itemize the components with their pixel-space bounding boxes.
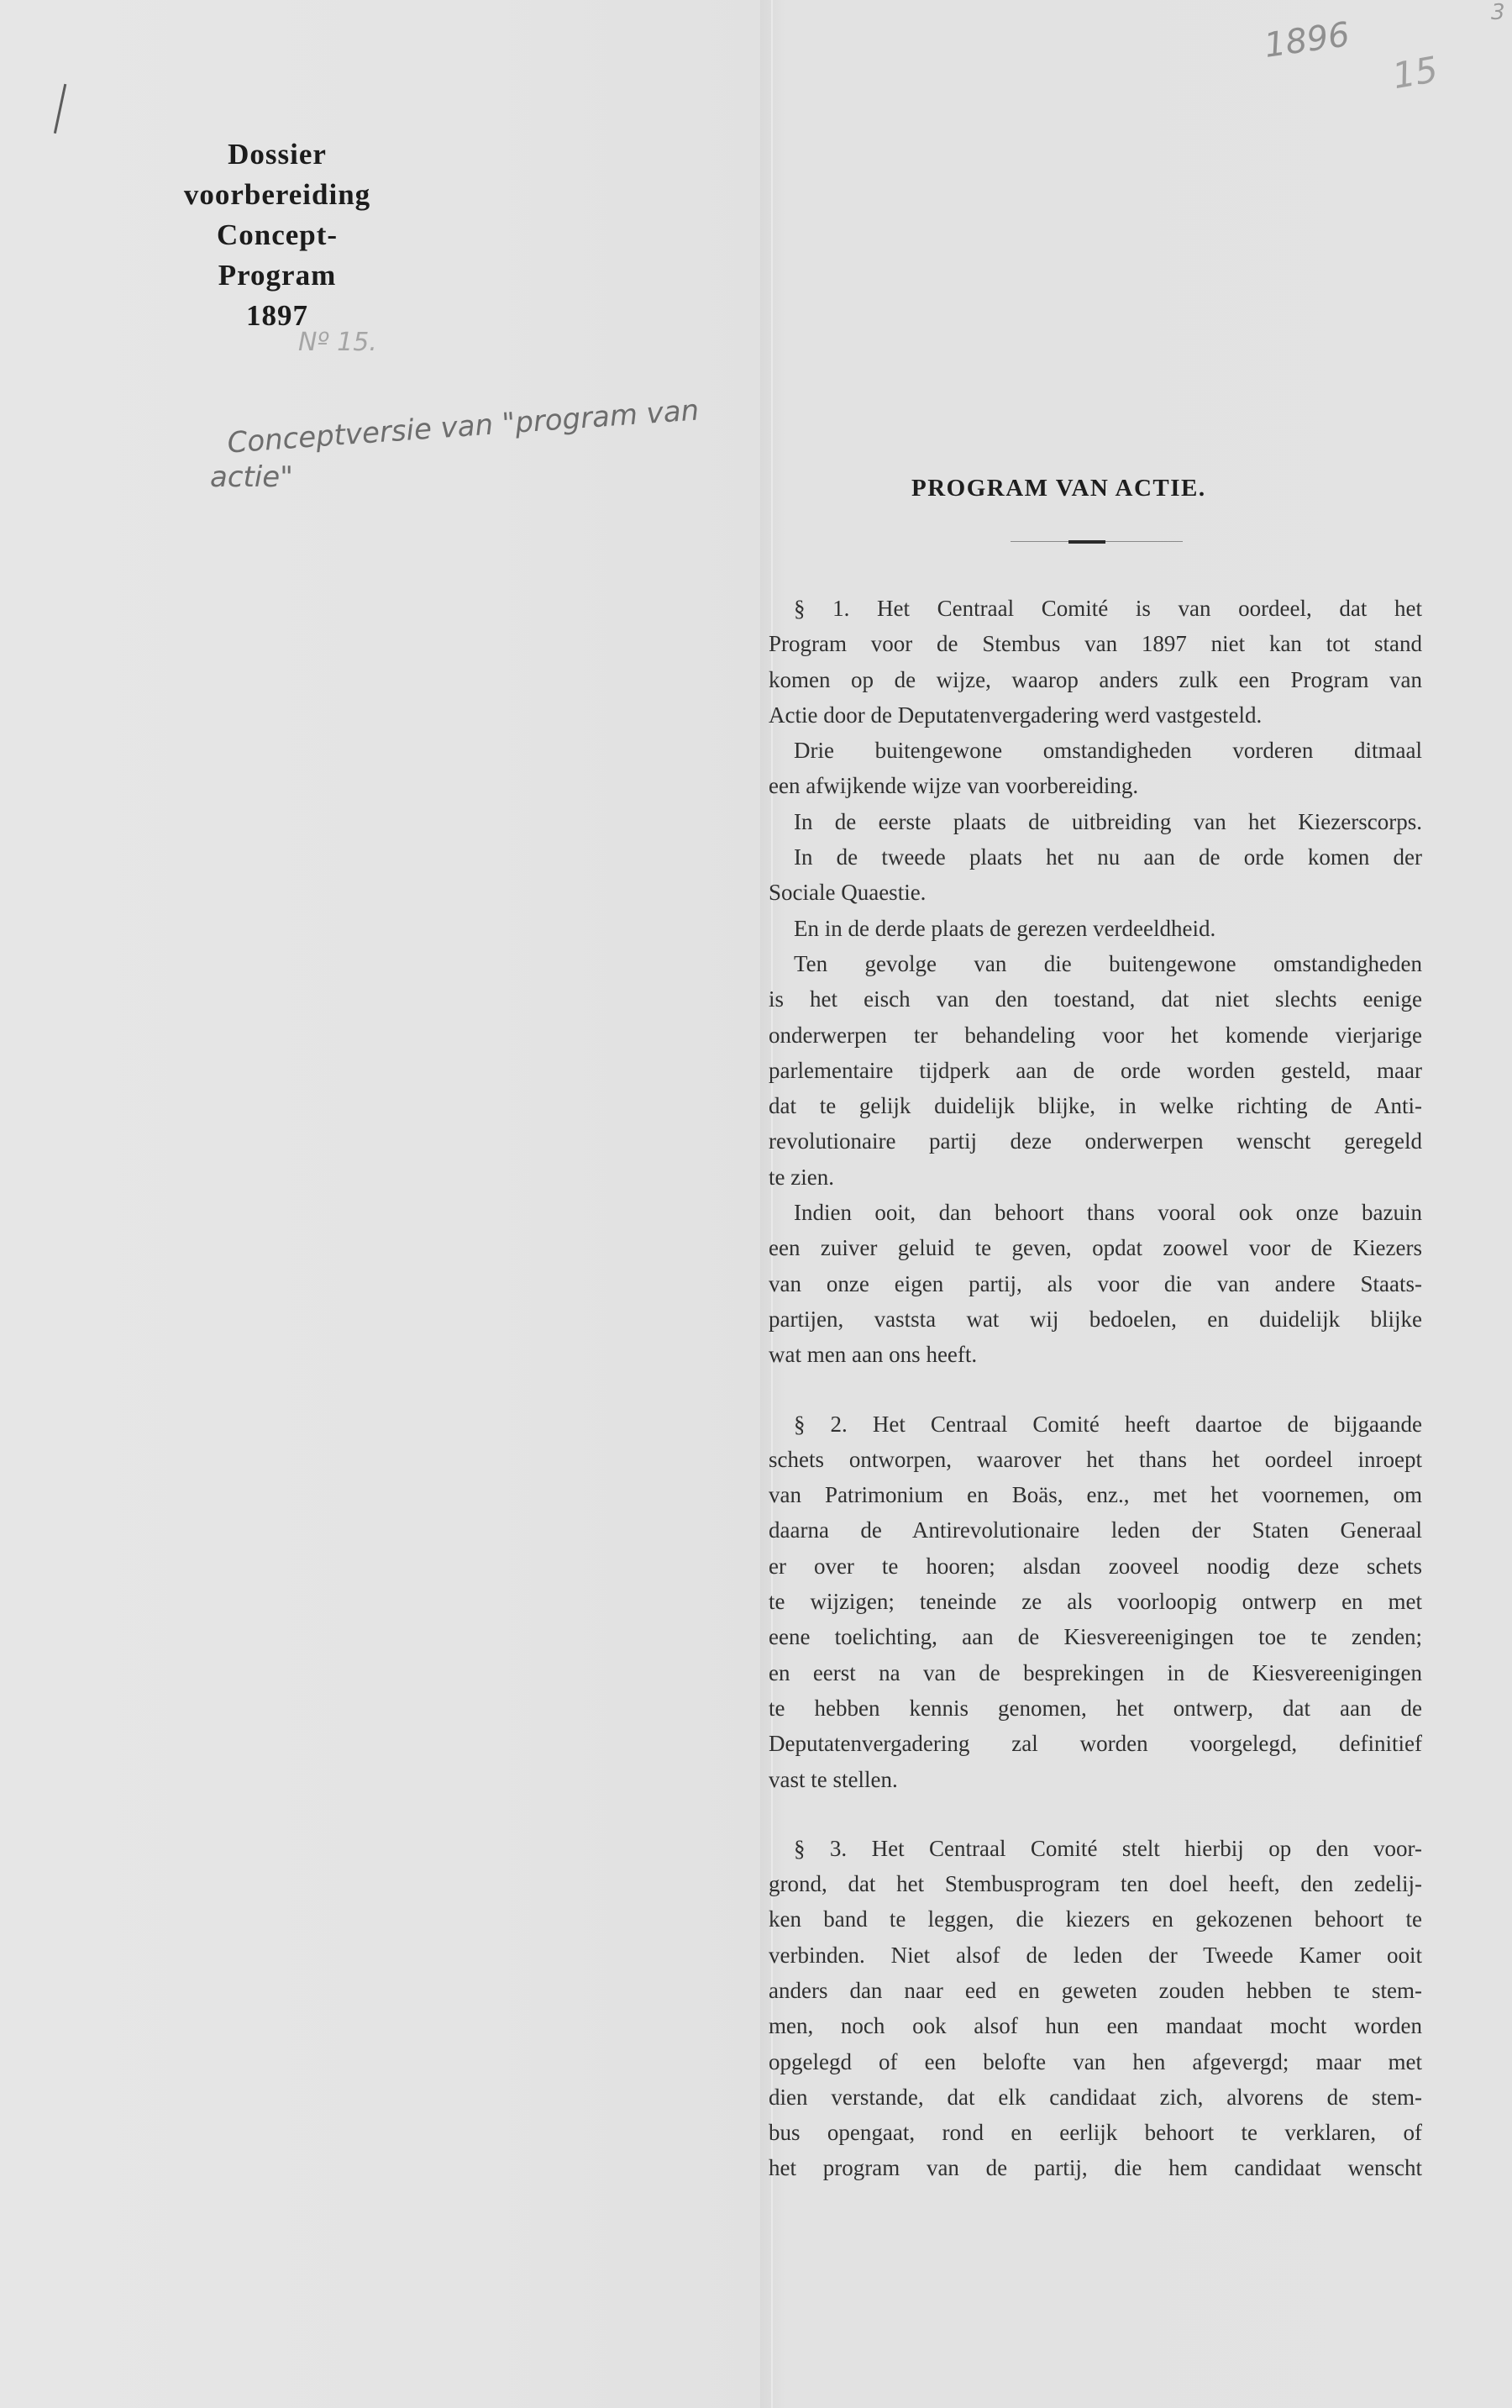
text-line: Program voor de Stembus van 1897 niet kan tot stand xyxy=(769,631,1422,657)
text-line: § 3. Het Centraal Comité stelt hierbij op den voor- xyxy=(794,1835,1422,1861)
text-line: Deputatenvergadering zal worden voorgelegd, definitief xyxy=(769,1731,1422,1757)
text-line: een zuiver geluid te geven, opdat zoowel voor de Kiezers xyxy=(769,1235,1422,1261)
section-2 xyxy=(769,1406,1422,1797)
cover-line: Concept-Program xyxy=(216,218,339,292)
cover-label xyxy=(160,134,395,336)
text-line: te zien. xyxy=(769,1164,834,1190)
text-line: vast te stellen. xyxy=(769,1766,898,1792)
section-1 xyxy=(769,591,1422,1373)
text-line: opgelegd of een belofte van hen afgevergd; maar met xyxy=(769,2048,1422,2074)
text-line: partijen, vaststa wat wij bedoelen, en duidelijk blijke xyxy=(769,1306,1422,1332)
document-title: PROGRAM VAN ACTIE. xyxy=(911,475,1206,502)
text-line: van Patrimonium en Boäs, enz., met het voornemen, om xyxy=(769,1482,1422,1508)
text-line: § 2. Het Centraal Comité heeft daartoe de bijgaande xyxy=(794,1411,1422,1437)
text-line: onderwerpen ter behandeling voor het komende vierjarige xyxy=(769,1022,1422,1048)
text-line: Actie door de Deputatenvergadering werd vastgesteld. xyxy=(769,702,1263,728)
text-line: ken band te leggen, die kiezers en gekozenen behoort te xyxy=(769,1906,1422,1932)
text-line: te hebben kennis genomen, het ontwerp, dat aan de xyxy=(769,1695,1422,1721)
pencil-page-corner: 3 xyxy=(1491,0,1505,25)
title-rule-ornament xyxy=(1068,540,1105,544)
section-gap xyxy=(769,1797,1422,1831)
text-line: het program van de partij, die hem candidaat wenscht xyxy=(769,2155,1422,2181)
text-line: eene toelichting, aan de Kiesvereenigingen toe te zenden; xyxy=(769,1624,1422,1650)
text-line: bus opengaat, rond en eerlijk behoort te verklaren, of xyxy=(769,2120,1422,2146)
text-line: Sociale Quaestie. xyxy=(769,880,927,906)
pencil-number: Nº 15. xyxy=(298,328,377,357)
text-line: revolutionaire partij deze onderwerpen wenscht geregeld xyxy=(769,1128,1422,1154)
text-line: En in de derde plaats de gerezen verdeeldheid. xyxy=(794,915,1216,941)
text-line: In de tweede plaats het nu aan de orde komen der xyxy=(794,844,1422,870)
text-line: § 1. Het Centraal Comité is van oordeel, dat het xyxy=(794,596,1422,621)
pencil-folio: 15 xyxy=(1389,48,1441,97)
text-line: anders dan naar eed en geweten zouden hebben te stem- xyxy=(769,1977,1422,2003)
cover-line: Dossier xyxy=(228,138,327,171)
text-line: verbinden. Niet alsof de leden der Tweede Kamer ooit xyxy=(769,1942,1422,1968)
text-line: komen op de wijze, waarop anders zulk een Program van xyxy=(769,666,1422,692)
text-line: er over te hooren; alsdan zooveel noodig deze schets xyxy=(769,1553,1422,1579)
text-line: van onze eigen partij, als voor die van andere Staats- xyxy=(769,1270,1422,1296)
section-3 xyxy=(769,1831,1422,2186)
text-line: Indien ooit, dan behoort thans vooral ook onze bazuin xyxy=(794,1200,1422,1226)
text-line: Drie buitengewone omstandigheden vorderen ditmaal xyxy=(794,738,1422,764)
text-line: en eerst na van de besprekingen in de Kiesvereenigingen xyxy=(769,1659,1422,1685)
text-line: dien verstande, dat elk candidaat zich, alvorens de stem- xyxy=(769,2084,1422,2110)
text-line: grond, dat het Stembusprogram ten doel heeft, den zedelij- xyxy=(769,1871,1422,1897)
text-line: dat te gelijk duidelijk blijke, in welke richting de Anti- xyxy=(769,1093,1422,1119)
text-line: daarna de Antirevolutionaire leden der Staten Generaal xyxy=(769,1517,1422,1543)
text-line: wat men aan ons heeft. xyxy=(769,1342,978,1368)
document-body xyxy=(769,591,1422,2186)
text-line: Ten gevolge van die buitengewone omstandigheden xyxy=(794,950,1422,976)
text-line: is het eisch van den toestand, dat niet slechts eenige xyxy=(769,986,1422,1012)
text-line: parlementaire tijdperk aan de orde worden gesteld, maar xyxy=(769,1057,1422,1083)
section-gap xyxy=(769,1373,1422,1406)
text-line: een afwijkende wijze van voorbereiding. xyxy=(769,773,1139,799)
text-line: te wijzigen; teneinde ze als voorloopig ontwerp en met xyxy=(769,1589,1422,1615)
text-line: schets ontworpen, waarover het thans het oordeel inroept xyxy=(769,1446,1422,1472)
pencil-note-line2: actie" xyxy=(210,460,293,494)
pencil-year: 1896 xyxy=(1262,15,1352,66)
text-line: In de eerste plaats de uitbreiding van het Kiezerscorps. xyxy=(794,808,1422,834)
cover-line: 1897 xyxy=(246,299,308,332)
cover-line: voorbereiding xyxy=(183,178,371,211)
pencil-note-line1: Conceptversie van "program van xyxy=(226,393,701,460)
text-line: men, noch ook alsof hun een mandaat mocht worden xyxy=(769,2013,1422,2039)
